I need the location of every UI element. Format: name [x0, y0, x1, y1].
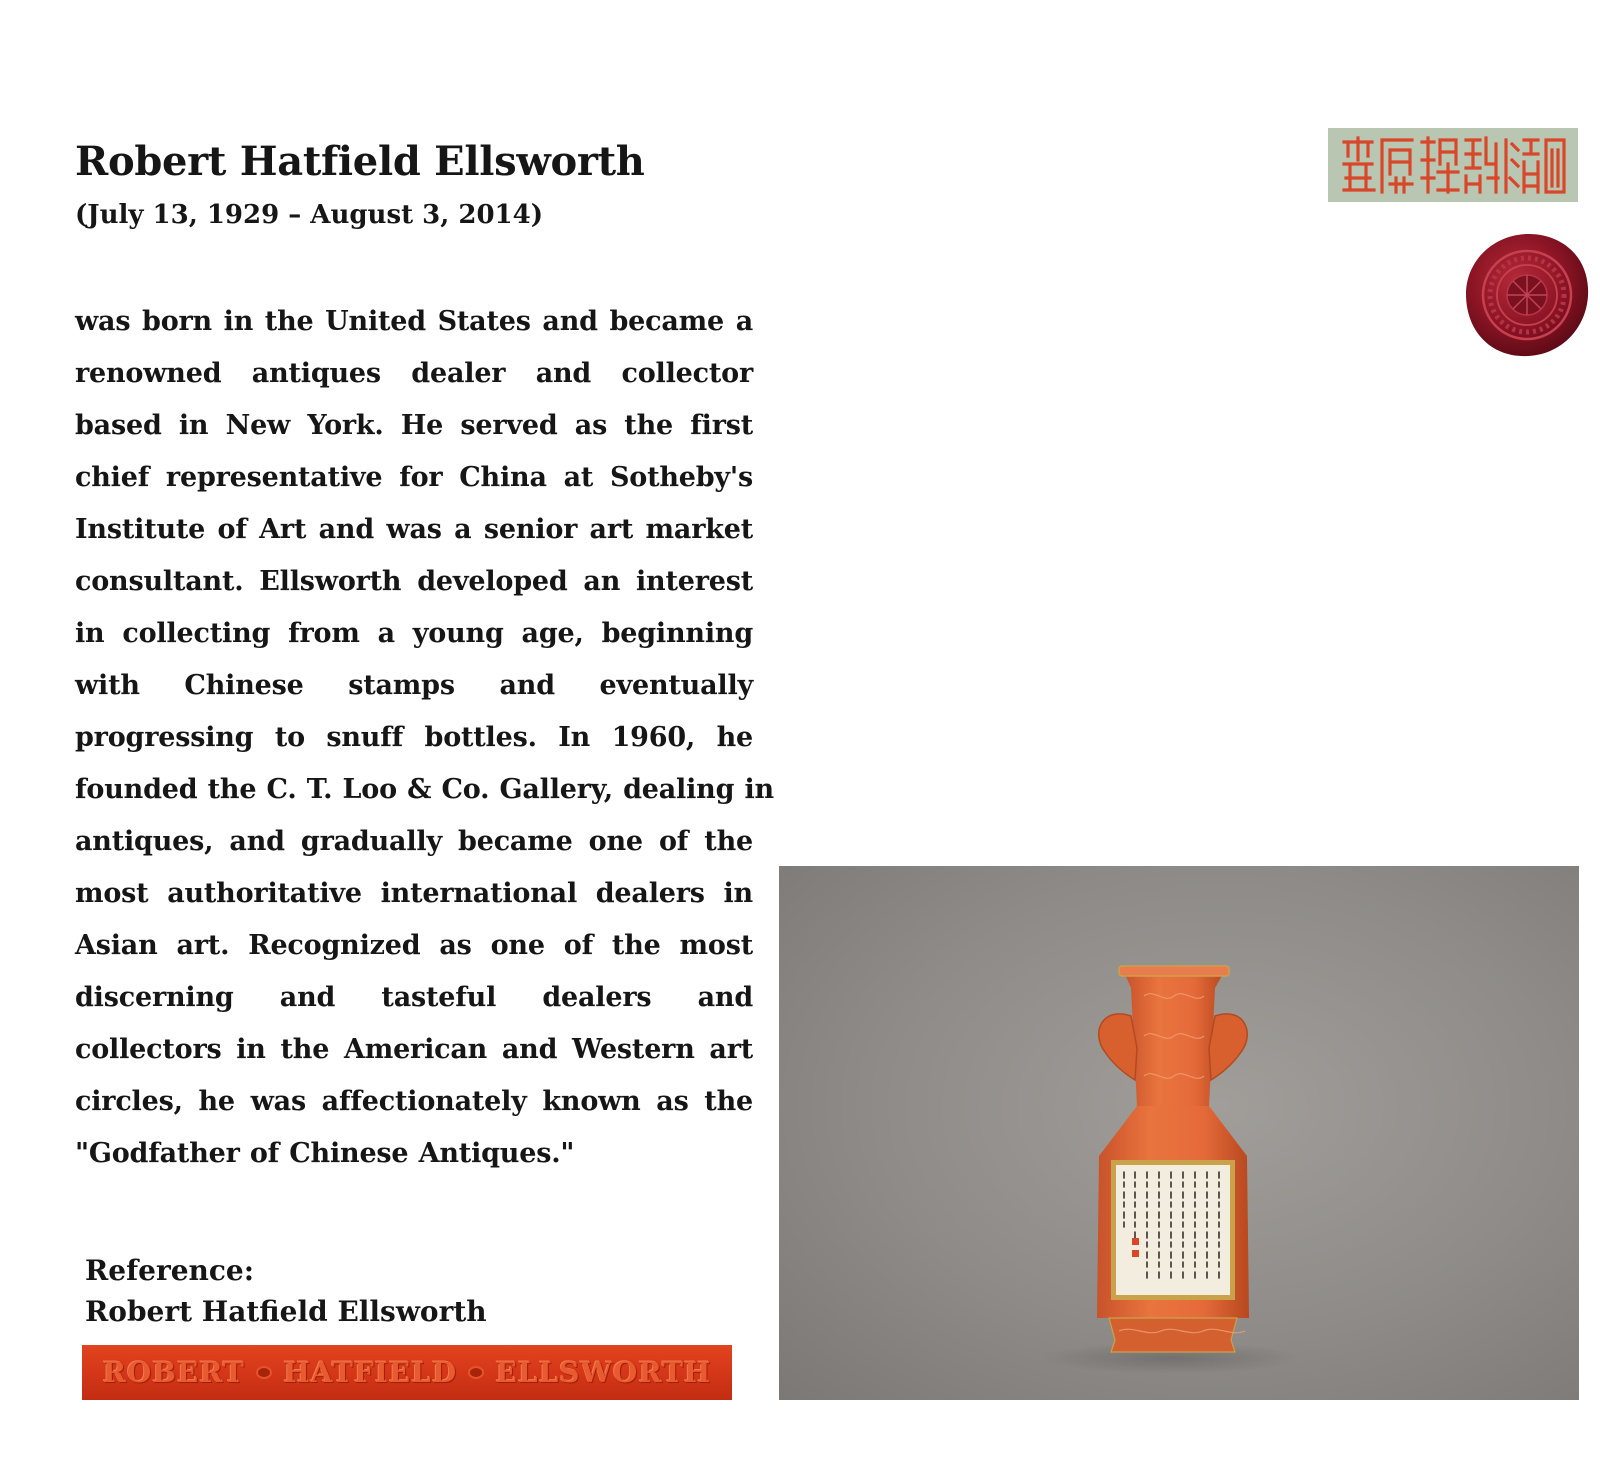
- stamp-separator-icon: [470, 1368, 482, 1377]
- seal-script-characters: [1338, 134, 1568, 196]
- bio-line: was born in the United States and became a: [75, 306, 753, 337]
- bio-line: discerning and tasteful dealers and: [75, 982, 753, 1013]
- stamp-word: HATFIELD: [283, 1356, 458, 1389]
- stamp-word: ELLSWORTH: [495, 1356, 712, 1389]
- bio-line: chief representative for China at Sotheby's: [75, 462, 753, 493]
- bio-line: "Godfather of Chinese Antiques.": [75, 1138, 575, 1169]
- biography-text: [75, 296, 774, 1180]
- collector-seal-image: [1328, 128, 1578, 202]
- bio-line: circles, he was affectionately known as the: [75, 1086, 753, 1117]
- bio-line: most authoritative international dealers in: [75, 878, 753, 909]
- bio-line: based in New York. He served as the first: [75, 410, 753, 441]
- reference-value: Robert Hatfield Ellsworth: [85, 1295, 487, 1328]
- vase-photo: [779, 866, 1579, 1400]
- bio-line: antiques, and gradually became one of the: [75, 826, 753, 857]
- page-title: Robert Hatfield Ellsworth: [75, 138, 645, 185]
- bio-line: with Chinese stamps and eventually: [75, 670, 753, 701]
- bio-line: Institute of Art and was a senior art market: [75, 514, 753, 545]
- bio-line: in collecting from a young age, beginning: [75, 618, 753, 649]
- embossed-name-stamp: [82, 1345, 732, 1400]
- bio-line: renowned antiques dealer and collector: [75, 358, 753, 389]
- life-dates: (July 13, 1929 – August 3, 2014): [75, 200, 544, 230]
- bio-line: consultant. Ellsworth developed an interest: [75, 566, 753, 597]
- reference-block: [85, 1250, 487, 1332]
- wax-seal: [1462, 230, 1592, 360]
- vase-illustration: [779, 866, 1579, 1400]
- stamp-separator-icon: [258, 1368, 270, 1377]
- bio-line: Asian art. Recognized as one of the most: [75, 930, 753, 961]
- bio-line: collectors in the American and Western art: [75, 1034, 753, 1065]
- bio-line: founded the C. T. Loo & Co. Gallery, dealing in: [75, 774, 774, 805]
- wax-seal-image: [1462, 230, 1592, 360]
- reference-label: Reference:: [85, 1254, 255, 1287]
- stamp-word: ROBERT: [102, 1356, 245, 1389]
- bio-line: progressing to snuff bottles. In 1960, he: [75, 722, 753, 753]
